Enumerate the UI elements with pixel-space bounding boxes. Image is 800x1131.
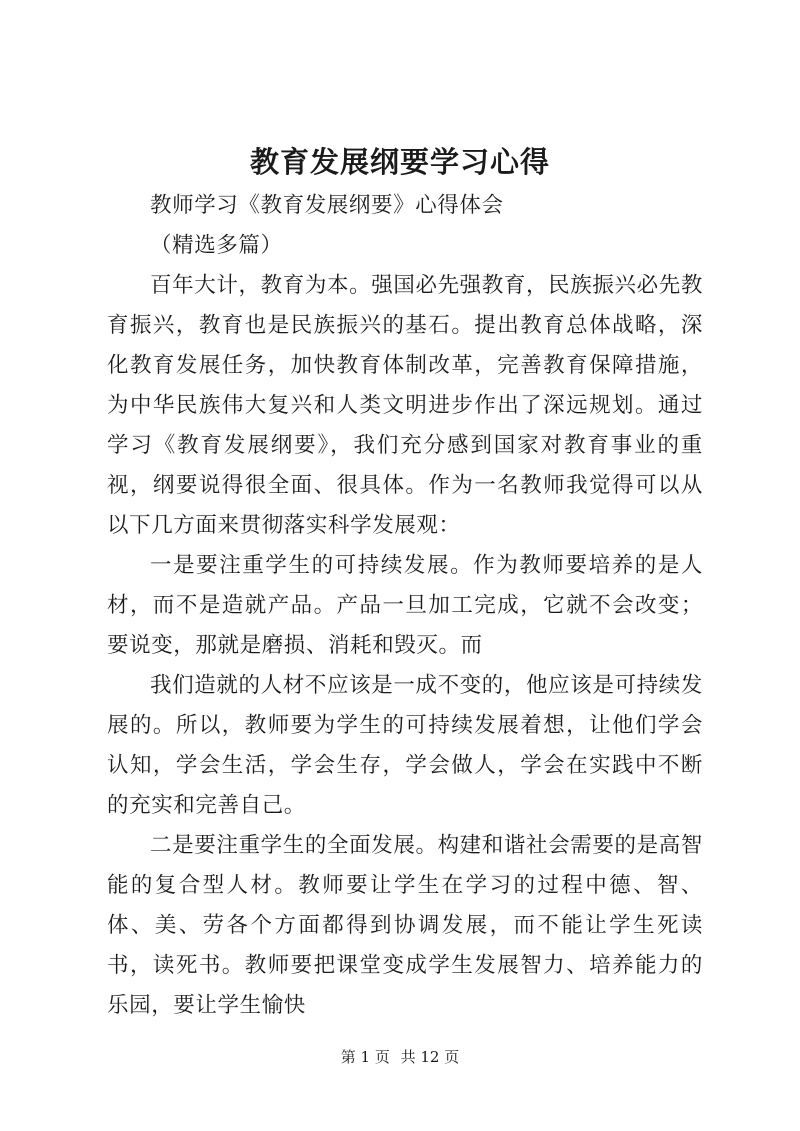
selection-note-paragraph: （精选多篇）	[150, 233, 283, 258]
page-number: 第 1 页	[340, 1048, 390, 1066]
body-paragraph: 我们造就的人材不应该是一成不变的，他应该是可持续发展的。所以，教师要为学生的可持续发展着想，让他们学会认知，学会生活，学会生存，学会做人，学会在实践中不断的充实和完善自己。	[107, 673, 703, 818]
page-total: 共 12 页	[400, 1048, 460, 1066]
body-paragraph: 二是要注重学生的全面发展。构建和谐社会需要的是高智能的复合型人材。教师要让学生在学习的过程中德、智、体、美、劳各个方面都得到协调发展，而不能让学生死读书，读死书。教师要把课堂变成学生发展智力、培养能力的乐园，要让学生愉快	[107, 833, 703, 1018]
subtitle-paragraph: 教师学习《教育发展纲要》心得体会	[150, 193, 504, 218]
document-body	[107, 186, 703, 1026]
body-paragraph: 一是要注重学生的可持续发展。作为教师要培养的是人材，而不是造就产品。产品一旦加工完成，它就不会改变；要说变，那就是磨损、消耗和毁灭。而	[107, 553, 703, 658]
document-title: 教育发展纲要学习心得	[249, 145, 550, 179]
body-paragraph: 百年大计，教育为本。强国必先强教育，民族振兴必先教育振兴，教育也是民族振兴的基石。提出教育总体战略，深化教育发展任务，加快教育体制改革，完善教育保障措施，为中华民族伟大复兴和人类文明进步作出了深远规划。通过学习《教育发展纲要》，我们充分感到国家对教育事业的重视，纲要说得很全面、很具体。作为一名教师我觉得可以从以下几方面来贯彻落实科学发展观：	[107, 273, 703, 538]
page-footer	[0, 1046, 800, 1068]
